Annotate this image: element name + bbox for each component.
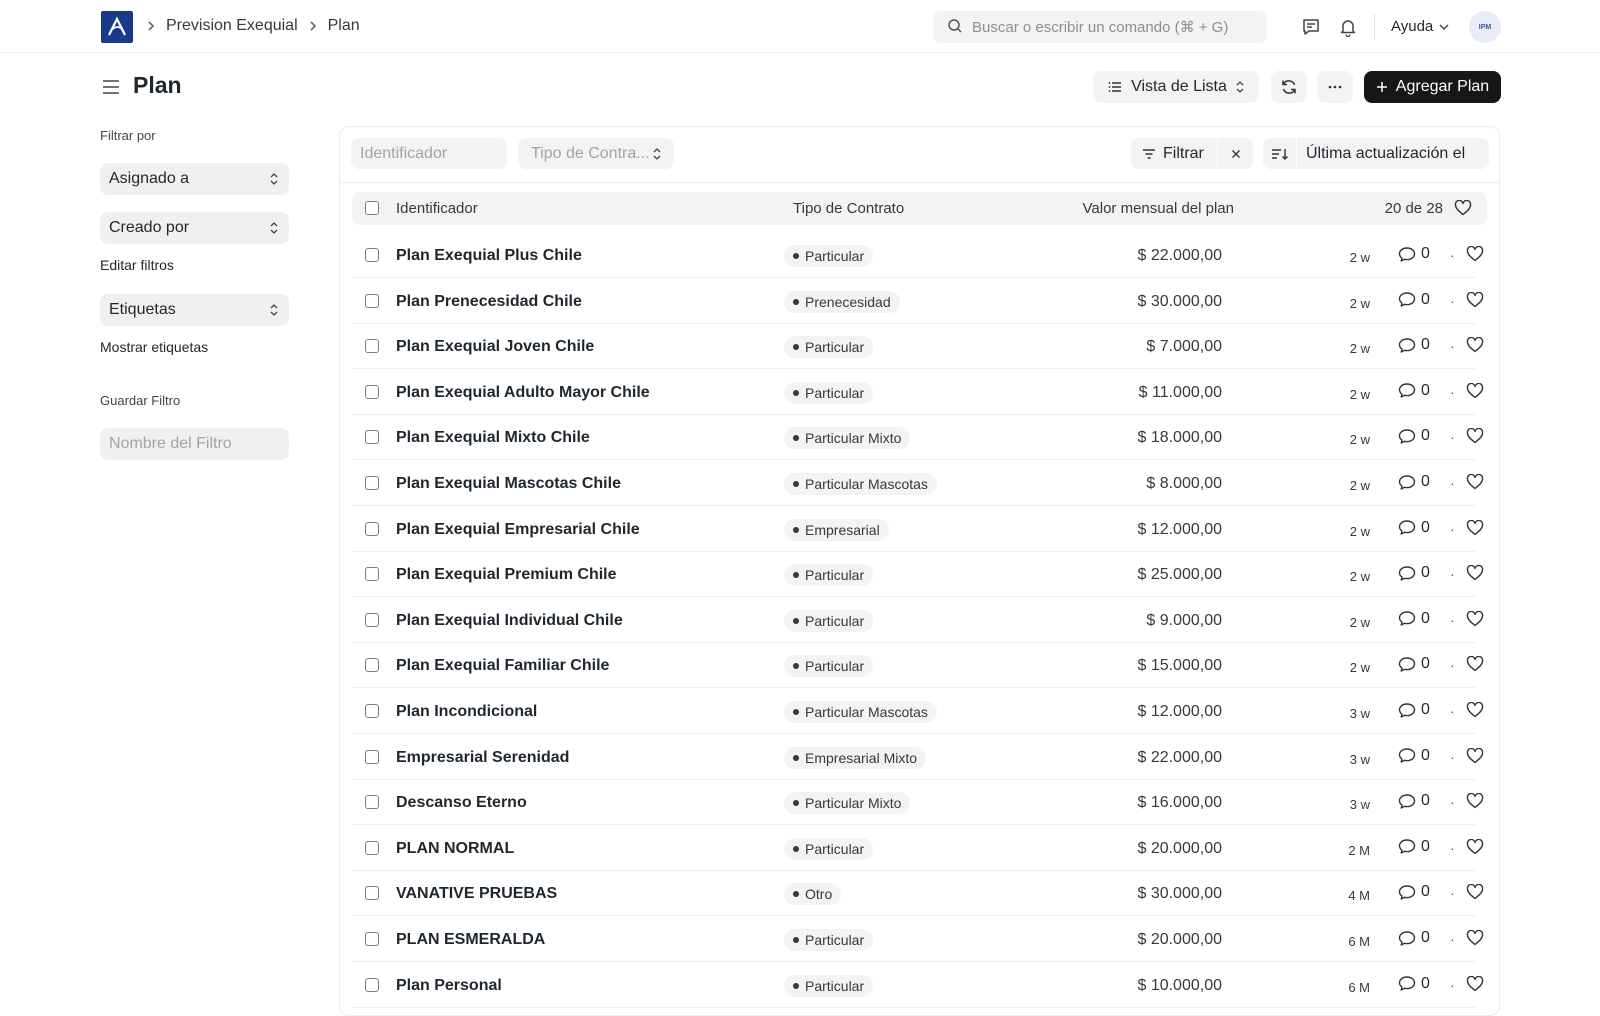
modified-time: 2 M xyxy=(1348,842,1370,858)
comment-count[interactable] xyxy=(1398,883,1430,901)
comment-count[interactable] xyxy=(1398,701,1430,719)
modified-time: 6 M xyxy=(1348,934,1370,949)
row-checkbox[interactable] xyxy=(365,567,379,581)
sort-button-group xyxy=(1263,138,1489,169)
like-icon[interactable] xyxy=(1466,656,1484,675)
separator-dot: · xyxy=(1450,611,1455,628)
search-icon xyxy=(947,18,963,37)
contract-type-badge xyxy=(784,610,873,632)
contract-type-filter[interactable] xyxy=(518,138,674,169)
modified-time: 2 w xyxy=(1349,660,1370,676)
table-row[interactable] xyxy=(352,963,1475,1008)
comment-icon xyxy=(1398,975,1416,992)
monthly-value: $ 22.000,00 xyxy=(1137,247,1222,264)
comment-count-value: 0 xyxy=(1421,837,1430,855)
select-arrows-icon xyxy=(269,221,279,235)
modified-time: 3 w xyxy=(1349,706,1370,721)
monthly-value: $ 25.000,00 xyxy=(1137,566,1222,584)
column-header-monthly-value[interactable]: Valor mensual del plan xyxy=(1082,200,1234,217)
comment-count-value: 0 xyxy=(1421,883,1430,901)
top-navbar xyxy=(0,0,1600,53)
select-arrows-icon xyxy=(269,303,279,317)
contract-type-label: Particular Mixto xyxy=(805,430,902,447)
clear-filter-button[interactable] xyxy=(1217,138,1253,169)
refresh-button[interactable] xyxy=(1271,71,1307,103)
list-header xyxy=(352,192,1487,225)
comment-count-value: 0 xyxy=(1421,974,1430,992)
comment-count-value: 0 xyxy=(1421,518,1430,536)
table-row[interactable] xyxy=(352,324,1475,369)
table-row[interactable] xyxy=(352,279,1475,324)
app-logo[interactable] xyxy=(101,11,133,43)
comment-count-value: 0 xyxy=(1421,427,1430,445)
monthly-value: $ 18.000,00 xyxy=(1137,429,1222,447)
chevron-right-icon xyxy=(308,20,318,32)
created-by-filter[interactable] xyxy=(100,212,289,244)
row-title[interactable]: Plan Exequial Mixto Chile xyxy=(396,429,590,447)
filter-button[interactable] xyxy=(1131,145,1217,163)
row-checkbox[interactable] xyxy=(365,522,379,536)
comment-icon xyxy=(1398,246,1416,263)
comment-count[interactable] xyxy=(1398,792,1430,810)
comment-count-value: 0 xyxy=(1421,609,1430,627)
separator-dot: · xyxy=(1450,429,1455,446)
contract-type-badge xyxy=(784,291,900,313)
contract-type-label: Particular Mascotas xyxy=(805,476,928,492)
help-dropdown[interactable] xyxy=(1391,18,1450,35)
like-icon[interactable] xyxy=(1466,702,1484,721)
ellipsis-icon xyxy=(1327,79,1343,95)
monthly-value: $ 11.000,00 xyxy=(1138,383,1222,401)
contract-type-badge xyxy=(784,564,873,586)
tags-filter[interactable] xyxy=(100,294,289,326)
contract-type-label: Particular xyxy=(805,658,865,675)
like-icon[interactable] xyxy=(1466,793,1484,812)
comment-count-value: 0 xyxy=(1421,290,1430,308)
comment-count-value: 0 xyxy=(1421,381,1430,399)
table-row[interactable] xyxy=(352,643,1475,688)
row-checkbox[interactable] xyxy=(365,430,379,444)
separator-dot: · xyxy=(1450,976,1455,993)
record-count: 20 de 28 xyxy=(1384,200,1443,217)
contract-type-badge xyxy=(784,382,873,404)
sort-order-button[interactable] xyxy=(1263,138,1297,169)
row-checkbox[interactable] xyxy=(365,841,379,855)
status-dot-icon xyxy=(793,618,799,624)
table-row[interactable] xyxy=(352,689,1475,734)
table-row[interactable] xyxy=(352,415,1475,460)
contract-type-badge xyxy=(784,975,873,997)
save-filter-label: Guardar Filtro xyxy=(100,393,181,408)
separator-dot: · xyxy=(1450,475,1455,491)
chevron-down-icon xyxy=(1438,21,1450,33)
modified-time: 6 M xyxy=(1348,979,1370,995)
contract-type-badge xyxy=(784,427,910,449)
modified-time: 2 w xyxy=(1349,614,1370,630)
comment-count[interactable] xyxy=(1398,610,1430,628)
row-checkbox[interactable] xyxy=(365,978,379,992)
contract-type-badge xyxy=(784,792,910,814)
filter-label: Filtrar xyxy=(1163,144,1204,162)
status-dot-icon xyxy=(793,344,799,350)
row-title[interactable]: Descanso Eterno xyxy=(396,794,527,812)
row-checkbox[interactable] xyxy=(365,294,379,308)
status-dot-icon xyxy=(793,572,799,578)
comment-count[interactable] xyxy=(1398,655,1430,673)
contract-type-label: Particular xyxy=(805,248,865,264)
row-checkbox[interactable] xyxy=(365,613,379,627)
table-row[interactable] xyxy=(352,598,1475,643)
status-dot-icon xyxy=(793,937,799,943)
row-title[interactable]: Plan Incondicional xyxy=(396,703,538,720)
comment-icon xyxy=(1398,884,1416,901)
comment-icon xyxy=(1398,702,1416,719)
table-row[interactable] xyxy=(352,233,1475,278)
edit-filters-link[interactable]: Editar filtros xyxy=(100,257,174,273)
add-plan-label: Agregar Plan xyxy=(1395,78,1490,95)
breadcrumb-doctype[interactable]: Plan xyxy=(327,17,360,34)
modified-time: 3 w xyxy=(1349,797,1370,813)
status-dot-icon xyxy=(793,527,799,533)
row-title[interactable]: Plan Exequial Individual Chile xyxy=(396,611,623,629)
contract-type-badge xyxy=(784,473,937,495)
comment-count[interactable] xyxy=(1398,564,1430,582)
table-row[interactable] xyxy=(352,871,1475,916)
monthly-value: $ 20.000,00 xyxy=(1137,839,1222,857)
modified-time: 4 M xyxy=(1348,888,1370,904)
list-icon xyxy=(1107,79,1123,95)
chevron-right-icon xyxy=(146,20,156,32)
comment-count[interactable] xyxy=(1398,291,1430,309)
row-title[interactable]: Plan Exequial Joven Chile xyxy=(396,338,595,356)
contract-type-badge xyxy=(784,701,937,723)
status-dot-icon xyxy=(793,481,799,487)
monthly-value: $ 16.000,00 xyxy=(1137,794,1222,812)
modified-time: 2 w xyxy=(1349,250,1370,265)
modified-time: 2 w xyxy=(1349,569,1370,585)
modified-time: 2 w xyxy=(1349,523,1370,539)
comment-count[interactable] xyxy=(1398,747,1430,765)
identifier-filter-input[interactable] xyxy=(351,138,507,169)
comment-count-value: 0 xyxy=(1421,746,1430,764)
page-title: Plan xyxy=(133,72,182,98)
modified-time: 2 w xyxy=(1349,478,1370,493)
modified-time: 2 w xyxy=(1349,386,1370,402)
row-checkbox[interactable] xyxy=(365,658,379,672)
separator-dot: · xyxy=(1450,931,1455,947)
show-tags-link[interactable]: Mostrar etiquetas xyxy=(100,339,209,355)
separator-dot: · xyxy=(1450,657,1455,674)
breadcrumb xyxy=(146,17,360,35)
comment-count-value: 0 xyxy=(1421,701,1430,718)
comment-count-value: 0 xyxy=(1421,564,1430,582)
like-icon[interactable] xyxy=(1466,474,1484,493)
search-bar[interactable] xyxy=(933,11,1267,43)
row-title[interactable]: Plan Personal xyxy=(396,976,502,994)
monthly-value: $ 30.000,00 xyxy=(1137,885,1222,903)
comment-count[interactable] xyxy=(1398,336,1430,354)
comment-count[interactable] xyxy=(1398,382,1430,400)
row-title[interactable]: Plan Exequial Familiar Chile xyxy=(396,657,610,675)
row-checkbox[interactable] xyxy=(365,704,379,718)
table-row[interactable] xyxy=(352,735,1475,780)
assigned-to-filter[interactable] xyxy=(100,163,289,195)
status-dot-icon xyxy=(793,299,799,305)
modified-time: 2 w xyxy=(1349,295,1370,311)
row-checkbox[interactable] xyxy=(365,750,379,764)
comment-icon xyxy=(1398,291,1416,308)
help-label: Ayuda xyxy=(1391,18,1434,35)
comment-icon xyxy=(1398,474,1416,491)
row-title[interactable]: Plan Exequial Adulto Mayor Chile xyxy=(396,383,650,401)
separator-dot: · xyxy=(1450,703,1455,719)
created-by-label: Creado por xyxy=(109,219,190,236)
like-icon[interactable] xyxy=(1466,520,1484,539)
status-dot-icon xyxy=(793,435,799,441)
table-row[interactable] xyxy=(352,461,1475,506)
status-dot-icon xyxy=(793,846,799,852)
contract-type-badge xyxy=(784,883,841,905)
select-arrows-icon xyxy=(1235,80,1245,94)
sort-field-label: Última actualización el xyxy=(1306,144,1466,162)
comment-icon xyxy=(1398,428,1416,445)
modified-time: 2 w xyxy=(1349,432,1370,448)
modified-time: 3 w xyxy=(1349,751,1370,767)
contract-type-label: Particular xyxy=(805,977,865,994)
contract-type-label: Particular xyxy=(805,840,865,857)
chat-icon[interactable] xyxy=(1300,16,1322,38)
comment-count[interactable] xyxy=(1398,519,1430,537)
separator-dot: · xyxy=(1450,839,1455,856)
avatar[interactable] xyxy=(1469,11,1501,43)
row-checkbox[interactable] xyxy=(365,476,379,490)
sidebar-toggle-icon[interactable] xyxy=(100,76,122,98)
column-header-identifier[interactable]: Identificador xyxy=(396,200,478,217)
contract-type-label: Particular xyxy=(805,339,865,356)
comment-icon xyxy=(1398,565,1416,582)
row-title[interactable]: Plan Exequial Premium Chile xyxy=(396,566,617,584)
like-icon[interactable] xyxy=(1466,565,1484,584)
like-icon[interactable] xyxy=(1466,611,1484,630)
close-icon xyxy=(1230,148,1242,160)
contract-type-label: Particular Mascotas xyxy=(805,704,928,720)
comment-icon xyxy=(1398,930,1416,947)
row-checkbox[interactable] xyxy=(365,886,379,900)
monthly-value: $ 12.000,00 xyxy=(1137,703,1222,720)
comment-icon xyxy=(1398,747,1416,764)
add-plan-button[interactable] xyxy=(1364,71,1501,103)
row-checkbox[interactable] xyxy=(365,795,379,809)
separator-dot: · xyxy=(1450,292,1455,309)
contract-type-label: Particular xyxy=(805,612,865,629)
comment-icon xyxy=(1398,337,1416,354)
comment-count[interactable] xyxy=(1398,929,1430,947)
filter-icon xyxy=(1141,146,1157,162)
row-title[interactable]: PLAN NORMAL xyxy=(396,839,515,857)
status-dot-icon xyxy=(793,253,799,259)
contract-type-label: Particular xyxy=(805,567,865,584)
row-title[interactable]: VANATIVE PRUEBAS xyxy=(396,885,558,903)
comment-count-value: 0 xyxy=(1421,929,1430,946)
status-dot-icon xyxy=(793,390,799,396)
table-row[interactable] xyxy=(352,826,1475,871)
assigned-to-label: Asignado a xyxy=(109,170,190,187)
comment-icon xyxy=(1398,838,1416,855)
row-title[interactable]: Plan Exequial Mascotas Chile xyxy=(396,475,621,492)
like-filter-icon[interactable] xyxy=(1454,200,1472,220)
contract-type-label: Empresarial Mixto xyxy=(805,749,918,766)
separator-dot: · xyxy=(1450,247,1455,263)
status-dot-icon xyxy=(793,709,799,715)
table-row[interactable] xyxy=(352,917,1475,962)
separator-dot: · xyxy=(1450,520,1455,537)
comment-count-value: 0 xyxy=(1421,473,1430,490)
separator-dot: · xyxy=(1450,748,1455,765)
comment-icon xyxy=(1398,382,1416,399)
avatar-initials: IPM xyxy=(1478,23,1492,31)
table-row[interactable] xyxy=(352,552,1475,597)
more-actions-button[interactable] xyxy=(1317,71,1353,103)
select-arrows-icon xyxy=(269,172,279,186)
contract-type-filter-label: Tipo de Contra... xyxy=(531,144,650,162)
monthly-value: $ 9.000,00 xyxy=(1146,611,1222,629)
separator-dot: · xyxy=(1450,794,1455,811)
contract-type-badge xyxy=(784,747,926,769)
refresh-icon xyxy=(1280,78,1298,96)
filter-name-input[interactable] xyxy=(100,428,289,460)
status-dot-icon xyxy=(793,891,799,897)
bell-icon[interactable] xyxy=(1337,16,1359,38)
contract-type-label: Prenecesidad xyxy=(805,293,891,310)
select-all-checkbox[interactable] xyxy=(365,201,379,215)
select-arrows-icon xyxy=(652,147,662,161)
like-icon[interactable] xyxy=(1466,884,1484,903)
separator-dot: · xyxy=(1450,383,1455,400)
contract-type-badge xyxy=(784,655,873,677)
contract-type-label: Empresarial xyxy=(805,521,880,538)
like-icon[interactable] xyxy=(1466,748,1484,767)
like-icon[interactable] xyxy=(1466,976,1484,995)
row-checkbox[interactable] xyxy=(365,932,379,946)
comment-count-value: 0 xyxy=(1421,245,1430,262)
contract-type-label: Particular xyxy=(805,384,865,401)
like-icon[interactable] xyxy=(1466,246,1484,265)
view-switcher-label: Vista de Lista xyxy=(1131,78,1227,95)
comment-count[interactable] xyxy=(1398,975,1430,993)
contract-type-badge xyxy=(784,929,873,951)
search-input[interactable] xyxy=(972,19,1262,36)
status-dot-icon xyxy=(793,983,799,989)
comment-count[interactable] xyxy=(1398,427,1430,445)
like-icon[interactable] xyxy=(1466,292,1484,311)
modified-time: 2 w xyxy=(1349,341,1370,357)
sort-field-button[interactable] xyxy=(1297,145,1465,163)
table-row[interactable] xyxy=(352,780,1475,825)
comment-count-value: 0 xyxy=(1421,792,1430,810)
separator-dot: · xyxy=(1450,885,1455,902)
comment-count-value: 0 xyxy=(1421,336,1430,354)
monthly-value: $ 20.000,00 xyxy=(1137,931,1222,948)
monthly-value: $ 7.000,00 xyxy=(1146,338,1222,356)
status-dot-icon xyxy=(793,663,799,669)
plus-icon xyxy=(1376,81,1388,93)
like-icon[interactable] xyxy=(1466,839,1484,858)
view-switcher-button[interactable] xyxy=(1093,71,1259,103)
contract-type-badge xyxy=(784,245,873,267)
status-dot-icon xyxy=(793,755,799,761)
monthly-value: $ 22.000,00 xyxy=(1137,748,1222,766)
separator-dot: · xyxy=(1450,338,1455,355)
monthly-value: $ 30.000,00 xyxy=(1137,292,1222,310)
comment-count-value: 0 xyxy=(1421,655,1430,673)
comment-icon xyxy=(1398,610,1416,627)
contract-type-badge xyxy=(784,838,873,860)
monthly-value: $ 12.000,00 xyxy=(1137,520,1222,538)
monthly-value: $ 15.000,00 xyxy=(1137,657,1222,675)
tags-label: Etiquetas xyxy=(109,301,176,318)
column-header-contract-type[interactable]: Tipo de Contrato xyxy=(793,200,905,217)
row-checkbox[interactable] xyxy=(365,248,379,262)
navbar-divider xyxy=(1374,14,1375,40)
monthly-value: $ 10.000,00 xyxy=(1137,976,1222,994)
logo-icon xyxy=(106,16,128,38)
row-title[interactable]: Plan Exequial Empresarial Chile xyxy=(396,520,640,538)
row-checkbox[interactable] xyxy=(365,339,379,353)
breadcrumb-module[interactable]: Prevision Exequial xyxy=(166,17,298,34)
contract-type-label: Particular Mixto xyxy=(805,795,902,812)
like-icon[interactable] xyxy=(1466,383,1484,402)
contract-type-badge xyxy=(784,336,873,358)
comment-count[interactable] xyxy=(1398,245,1430,263)
like-icon[interactable] xyxy=(1466,930,1484,949)
table-row[interactable] xyxy=(352,370,1475,415)
like-icon[interactable] xyxy=(1466,428,1484,447)
table-row[interactable] xyxy=(352,507,1475,552)
row-title[interactable]: PLAN ESMERALDA xyxy=(396,931,546,948)
comment-icon xyxy=(1398,793,1416,810)
comment-count[interactable] xyxy=(1398,838,1430,856)
contract-type-label: Particular xyxy=(805,932,865,948)
like-icon[interactable] xyxy=(1466,337,1484,356)
monthly-value: $ 8.000,00 xyxy=(1146,475,1222,492)
row-title[interactable]: Plan Exequial Plus Chile xyxy=(396,247,582,264)
comment-count[interactable] xyxy=(1398,473,1430,491)
comment-icon xyxy=(1398,519,1416,536)
sort-icon xyxy=(1271,146,1289,162)
filter-bar xyxy=(340,127,1499,183)
row-title[interactable]: Plan Prenecesidad Chile xyxy=(396,292,582,310)
contract-type-label: Otro xyxy=(805,886,833,903)
filter-by-label: Filtrar por xyxy=(100,128,156,143)
comment-icon xyxy=(1398,656,1416,673)
status-dot-icon xyxy=(793,800,799,806)
row-title[interactable]: Empresarial Serenidad xyxy=(396,748,570,766)
row-checkbox[interactable] xyxy=(365,385,379,399)
contract-type-badge xyxy=(784,519,889,541)
separator-dot: · xyxy=(1450,566,1455,583)
list-card xyxy=(339,126,1500,1016)
filter-button-group xyxy=(1131,138,1253,169)
